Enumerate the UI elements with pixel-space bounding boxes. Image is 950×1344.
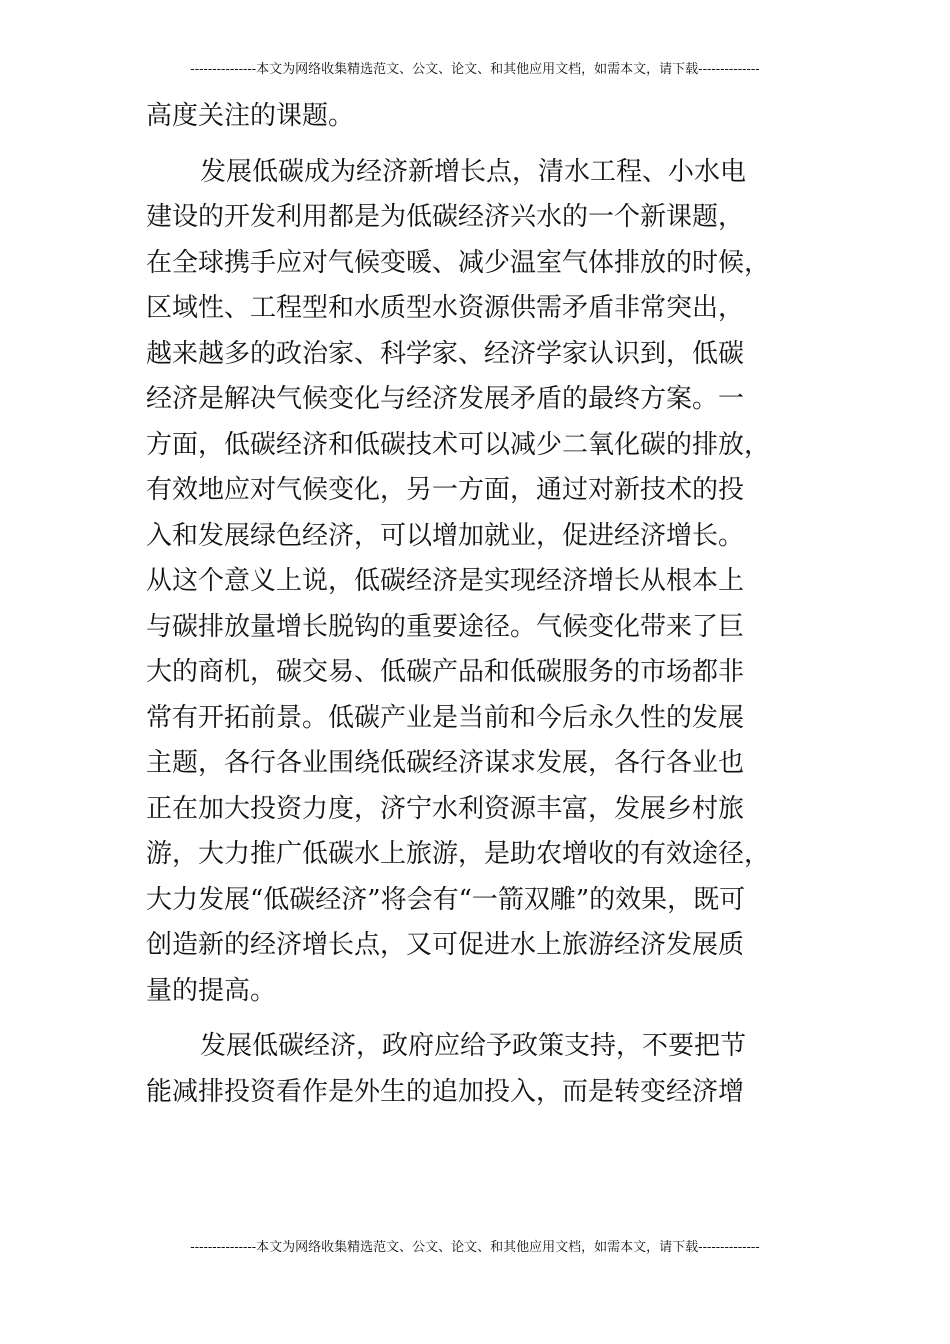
text-line: 游，大力推广低碳水上旅游，是助农增收的有效途径， [146,839,771,869]
text-line: 高度关注的课题。 [146,101,355,131]
text-line: 入和发展绿色经济，可以增加就业，促进经济增长。 [146,520,745,551]
text-line: 方面，低碳经济和低碳技术可以减少二氧化碳的排放， [146,429,771,460]
text-line: 正在加大投资力度，济宁水利资源丰富，发展乡村旅 [146,793,745,824]
paragraph-start-line: 发展低碳经济，政府应给予政策支持，不要把节 [200,1031,747,1061]
text-line: 大的商机，碳交易、低碳产品和低碳服务的市场都非 [146,657,745,687]
text-line: 常有开拓前景。低碳产业是当前和今后永久性的发展 [146,702,745,733]
text-line: 越来越多的政治家、科学家、经济学家认识到，低碳 [146,338,745,369]
header-banner: ---------------本文为网络收集精选范文、公文、论文、和其他应用文档，如需本文，请下载-------------- [190,62,760,77]
text-line: 能减排投资看作是外生的追加投入，而是转变经济增 [146,1076,745,1107]
text-line: 在全球携手应对气候变暖、减少温室气体排放的时候， [146,247,771,278]
text-line: 有效地应对气候变化，另一方面，通过对新技术的投 [146,475,745,505]
text-line: 与碳排放量增长脱钩的重要途径。气候变化带来了巨 [146,611,745,642]
text-line: 区域性、工程型和水质型水资源供需矛盾非常突出， [146,293,745,323]
footer-banner: ---------------本文为网络收集精选范文、公文、论文、和其他应用文档，如需本文，请下载-------------- [190,1240,760,1255]
text-line: 主题，各行各业围绕低碳经济谋求发展，各行各业也 [146,748,745,778]
document-body [146,94,806,1115]
text-line: 大力发展“低碳经济”将会有“一箭双雕”的效果，既可 [146,884,746,915]
paragraph-start-line: 发展低碳成为经济新增长点，清水工程、小水电 [200,156,747,187]
text-line: 建设的开发利用都是为低碳经济兴水的一个新课题， [146,202,745,232]
text-line: 量的提高。 [146,975,277,1006]
text-line: 经济是解决气候变化与经济发展矛盾的最终方案。一 [146,384,745,414]
text-line: 从这个意义上说，低碳经济是实现经济增长从根本上 [146,566,745,596]
text-line: 创造新的经济增长点，又可促进水上旅游经济发展质 [146,930,745,960]
